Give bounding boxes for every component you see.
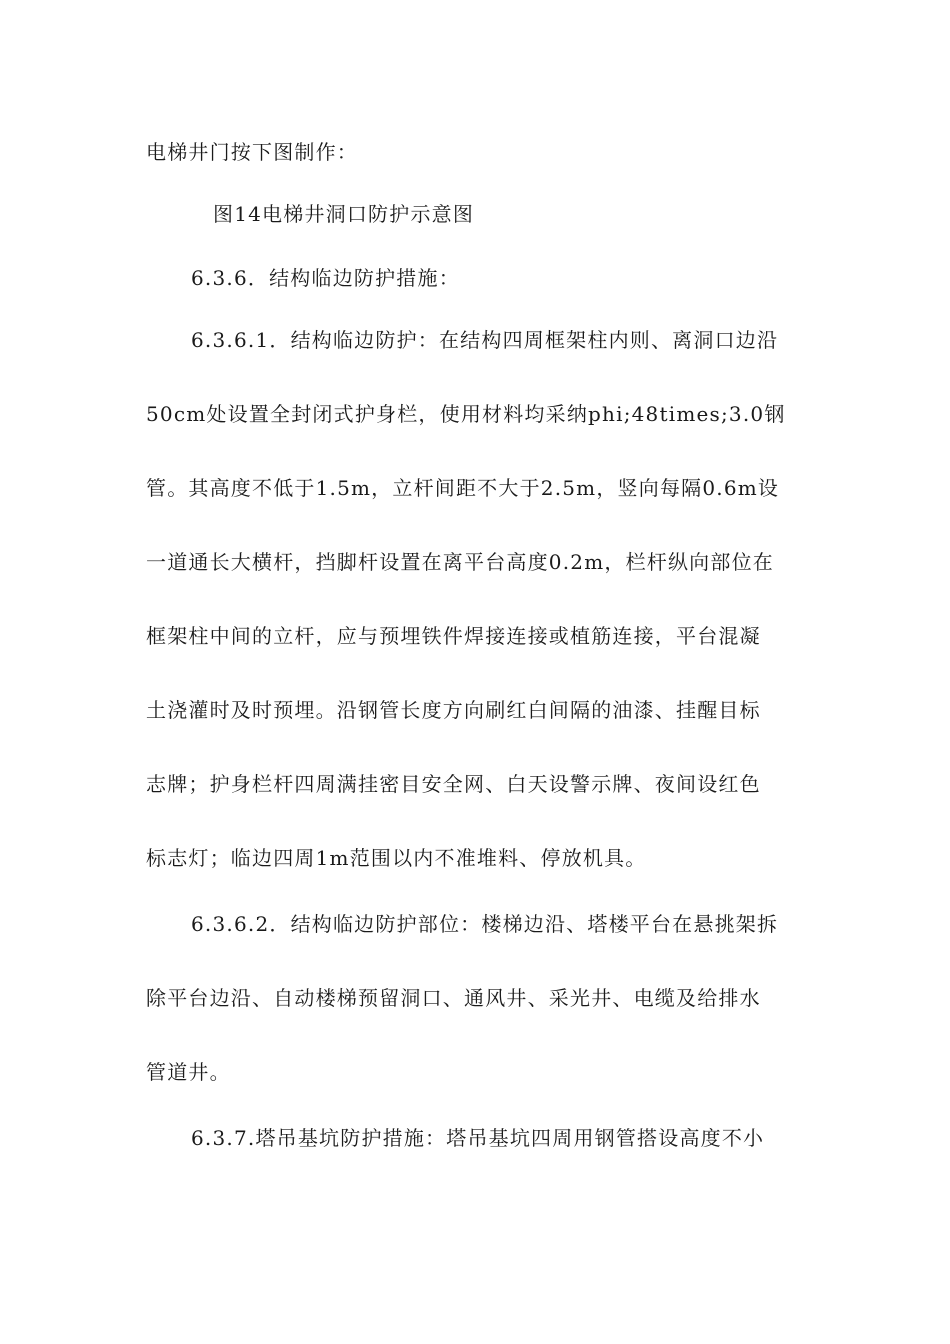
paragraph-line: 6.3.6.1．结构临边防护：在结构四周框架柱内则、离洞口边沿: [191, 328, 779, 352]
paragraph-line: 管道井。: [146, 1060, 231, 1084]
paragraph-line: 50cm处设置全封闭式护身栏，使用材料均采纳phi;48times;3.0钢: [146, 402, 786, 426]
paragraph-line: 除平台边沿、自动楼梯预留洞口、通风井、采光井、电缆及给排水: [146, 986, 761, 1010]
paragraph-line: 6.3.6.2．结构临边防护部位：楼梯边沿、塔楼平台在悬挑架拆: [191, 912, 779, 936]
paragraph-line: 电梯井门按下图制作：: [146, 140, 358, 164]
paragraph-line: 框架柱中间的立杆，应与预埋铁件焊接连接或植筋连接，平台混凝: [146, 624, 761, 648]
paragraph-line: 管。其高度不低于1.5m，立杆间距不大于2.5m，竖向每隔0.6m设: [146, 476, 780, 500]
paragraph-line: 土浇灌时及时预埋。沿钢管长度方向刷红白间隔的油漆、挂醒目标: [146, 698, 761, 722]
section-heading: 6.3.6．结构临边防护措施：: [191, 266, 460, 290]
figure-caption: 图14电梯井洞口防护示意图: [213, 202, 475, 226]
paragraph-line: 6.3.7.塔吊基坑防护措施：塔吊基坑四周用钢管搭设高度不小: [191, 1126, 765, 1150]
paragraph-line: 一道通长大横杆，挡脚杆设置在离平台高度0.2m，栏杆纵向部位在: [146, 550, 774, 574]
paragraph-line: 志牌；护身栏杆四周满挂密目安全网、白天设警示牌、夜间设红色: [146, 772, 761, 796]
paragraph-line: 标志灯；临边四周1m范围以内不准堆料、停放机具。: [146, 846, 647, 870]
